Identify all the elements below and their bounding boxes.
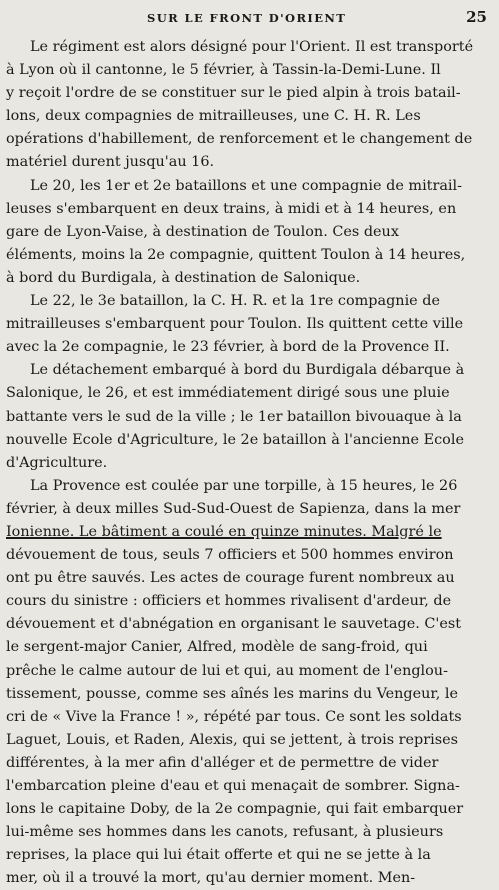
text-line: différentes, à la mer afin d'alléger et de permettre de vider [6,754,439,771]
text-line: mer, où il a trouvé la mort, qu'au dernier moment. Men- [6,870,416,887]
text-line: battante vers le sud de la ville ; le 1er bataillon bivouaque à la [6,408,462,425]
text-line: gare de Lyon-Vaise, à destination de Toulon. Ces deux [6,223,399,240]
text-line: matériel durent jusqu'au 16. [6,154,215,171]
text-line: à Lyon où il cantonne, le 5 février, à Tassin-la-Demi-Lune. Il [6,62,441,79]
underlined-text-line: Ionienne. Le bâtiment a coulé en quinze minutes. Malgré le [6,523,442,540]
text-line: éléments, moins la 2e compagnie, quittent Toulon à 14 heures, [6,246,466,263]
running-title: SUR LE FRONT D'ORIENT [147,11,347,25]
text-line: l'embarcation pleine d'eau et qui menaçait de sombrer. Signa- [6,778,460,794]
text-line: nouvelle Ecole d'Agriculture, le 2e bataillon à l'ancienne Ecole [6,431,464,448]
text-line: à bord du Burdigala, à destination de Salonique. [6,269,361,286]
text-line: mitrailleuses s'embarquent pour Toulon. Ils quittent cette ville [6,316,464,333]
text-line: ont pu être sauvés. Les actes de courage furent nombreux au [6,570,455,587]
text-line: Le 20, les 1er et 2e bataillons et une compagnie de mitrail- [30,177,462,194]
text-line: reprises, la place qui lui était offerte et qui ne se jette à la [6,847,431,864]
text-line: lui-même ses hommes dans les canots, refusant, à plusieurs [6,824,444,841]
text-line: Laguet, Louis, et Raden, Alexis, qui se jettent, à trois reprises [6,731,459,748]
text-line: leuses s'embarquent en deux trains, à midi et à 14 heures, en [6,200,457,217]
body-text [6,36,491,890]
text-line: Le détachement embarqué à bord du Burdigala débarque à [30,362,465,379]
text-line: cours du sinistre : officiers et hommes rivalisent d'ardeur, de [6,593,452,610]
text-line: opérations d'habillement, de renforcement et le changement de [6,131,473,148]
text-line: Le 22, le 3e bataillon, la C. H. R. et la 1re compagnie de [30,293,440,310]
text-line: d'Agriculture. [6,454,108,471]
text-line: cri de « Vive la France ! », répété par tous. Ce sont les soldats [6,708,462,725]
text-line: La Provence est coulée par une torpille, à 15 heures, le 26 [30,477,458,494]
text-line: dévouement et d'abnégation en organisant le sauvetage. C'est [6,616,462,633]
text-line: lons le capitaine Doby, de la 2e compagnie, qui fait embarquer [6,801,464,818]
text-line: Salonique, le 26, et est immédiatement dirigé sous une pluie [6,385,450,402]
text-line: prêche le calme autour de lui et qui, au moment de l'englou- [6,662,448,679]
text-line: dévouement de tous, seuls 7 officiers et 500 hommes environ [6,547,454,564]
text-line: tissement, pousse, comme ses aînés les marins du Vengeur, le [6,685,458,702]
running-head [6,6,491,28]
text-line: le sergent-major Canier, Alfred, modèle de sang-froid, qui [6,639,428,656]
text-line: avec la 2e compagnie, le 23 février, à bord de la Provence II. [6,339,450,356]
page-number: 25 [466,8,487,26]
text-line: y reçoit l'ordre de se constituer sur le pied alpin à trois batail- [6,85,461,102]
text-line: Le régiment est alors désigné pour l'Orient. Il est transporté [30,39,474,55]
text-line: février, à deux milles Sud-Sud-Ouest de Sapienza, dans la mer [6,500,461,517]
text-line: lons, deux compagnies de mitrailleuses, une C. H. R. Les [6,108,421,125]
